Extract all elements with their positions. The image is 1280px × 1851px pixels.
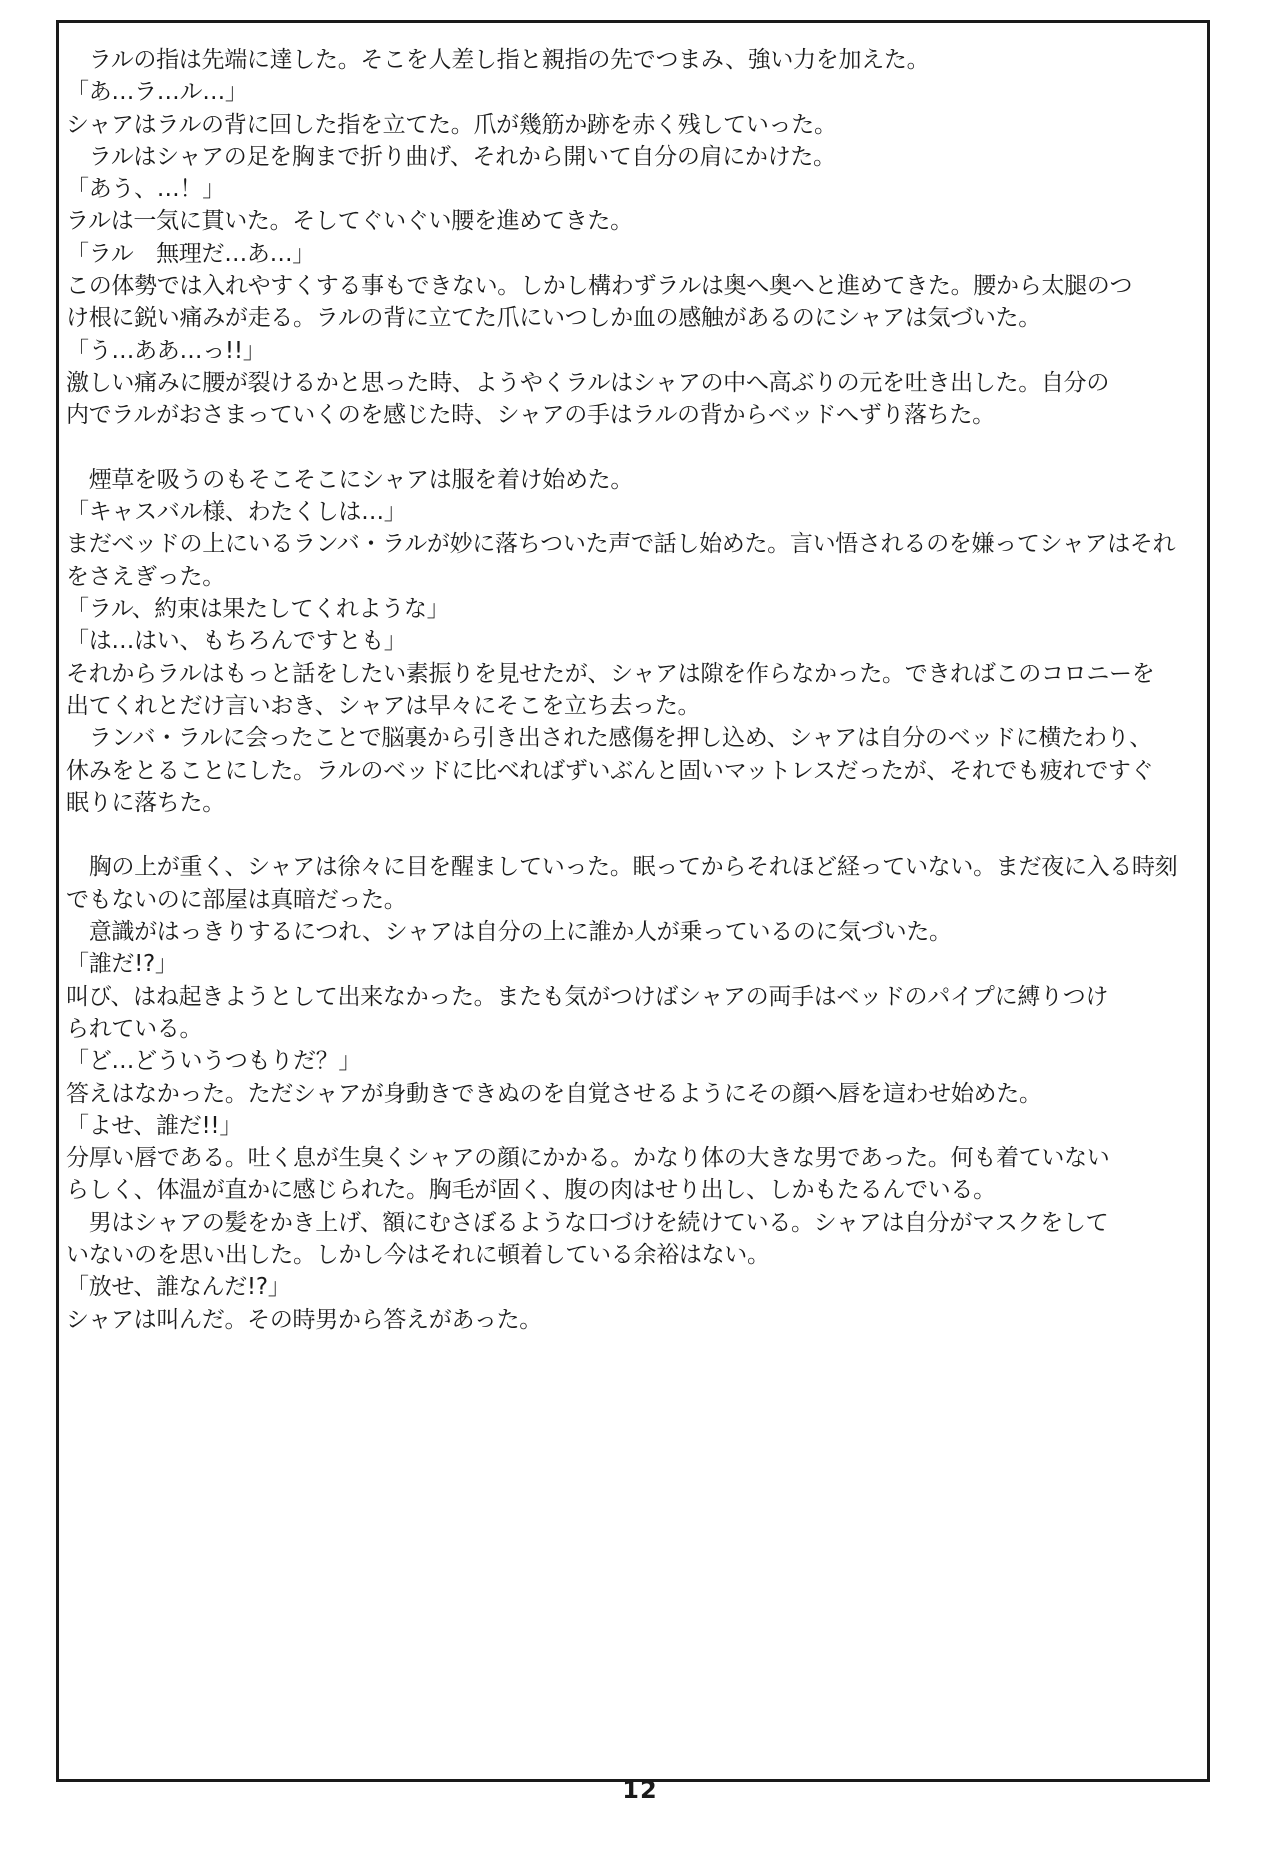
text-line: ランバ・ラルに会ったことで脳裏から引き出された感傷を押し込め、シャアは自分のベッドに横たわり、 [66, 725, 1152, 752]
text-line: 休みをとることにした。ラルのベッドに比べればずいぶんと固いマットレスだったが、それでも疲れですぐ [66, 757, 1154, 784]
text-line: られている。 [66, 1015, 203, 1042]
text-line: 「う…ああ…っ!!」 [66, 337, 266, 364]
text-line [66, 432, 1200, 464]
text-line: 眠りに落ちた。 [66, 789, 225, 816]
page-number: 12 [622, 1776, 658, 1804]
text-line: ラルの指は先端に達した。そこを人差し指と親指の先でつまみ、強い力を加えた。 [66, 47, 930, 73]
text-line: 「キャスバル様、わたくしは…」 [66, 499, 407, 526]
text-line: 「あう、…！」 [66, 176, 225, 203]
text-line: 分厚い唇である。吐く息が生臭くシャアの顔にかかる。かなり体の大きな男であった。何も着ていない [66, 1145, 1110, 1172]
text-line: らしく、体温が直かに感じられた。胸毛が固く、腹の肉はせり出し、しかもたるんでいる。 [66, 1177, 996, 1204]
text-line: まだベッドの上にいるランバ・ラルが妙に落ちついた声で話し始めた。言い悟されるのを嫌ってシャアはそれ [66, 531, 1176, 558]
text-line: 「誰だ!?」 [66, 951, 178, 978]
text-line: 男はシャアの髪をかき上げ、額にむさぼるような口づけを続けている。シャアは自分がマスクをして [66, 1209, 1109, 1236]
text-line: 叫び、はね起きようとして出来なかった。またも気がつけばシャアの両手はベッドのパイプに縛りつけ [66, 983, 1109, 1010]
text-line: 「ど…どういうつもりだ？」 [66, 1048, 362, 1075]
text-line: シャアは叫んだ。その時男から答えがあった。 [66, 1306, 543, 1333]
text-line: でもないのに部屋は真暗だった。 [66, 886, 407, 913]
text-line: この体勢では入れやすくする事もできない。しかし構わずラルは奥へ奥へと進めてきた。腰から太腿のつ [66, 273, 1133, 300]
text-line: ラルはシャアの足を胸まで折り曲げ、それから開いて自分の肩にかけた。 [66, 143, 836, 170]
text-line: 胸の上が重く、シャアは徐々に目を醒ましていった。眠ってからそれほど経っていない。まだ夜に入る時刻 [66, 854, 1178, 881]
text-line: 「よせ、誰だ!!」 [66, 1112, 243, 1139]
text-line: ラルは一気に貫いた。そしてぐいぐい腰を進めてきた。 [66, 208, 633, 235]
text-line: 「あ…ラ…ル…」 [66, 79, 248, 106]
text-line: 「ラル 無理だ…あ…」 [66, 240, 316, 267]
text-line: 内でラルがおさまっていくのを感じた時、シャアの手はラルの背からベッドへずり落ちた。 [66, 402, 995, 429]
text-line: 答えはなかった。ただシャアが身動きできぬのを自覚させるようにその顔へ唇を這わせ始めた。 [66, 1080, 1042, 1107]
text-line [66, 819, 1200, 851]
text-line: 「は…はい、もちろんですとも」 [66, 628, 407, 655]
text-line: いないのを思い出した。しかし今はそれに頓着している余裕はない。 [66, 1241, 770, 1268]
text-line: をさえぎった。 [66, 563, 225, 590]
text-line: 出てくれとだけ言いおき、シャアは早々にそこを立ち去った。 [66, 692, 701, 719]
text-line: 煙草を吸うのもそこそこにシャアは服を着け始めた。 [66, 466, 634, 493]
text-line: 激しい痛みに腰が裂けるかと思った時、ようやくラルはシャアの中へ高ぶりの元を吐き出した。自分の [66, 369, 1110, 396]
text-line: け根に鋭い痛みが走る。ラルの背に立てた爪にいつしか血の感触があるのにシャアは気づいた。 [66, 305, 1041, 332]
text-line: 「ラル、約束は果たしてくれような」 [66, 596, 450, 623]
text-line: 意識がはっきりするにつれ、シャアは自分の上に誰か人が乗っているのに気づいた。 [66, 919, 952, 946]
body-text [66, 44, 1200, 1336]
text-line: 「放せ、誰なんだ!?」 [66, 1274, 291, 1301]
text-line: それからラルはもっと話をしたい素振りを見せたが、シャアは隙を作らなかった。できればこのコロニーを [66, 660, 1155, 687]
text-line: シャアはラルの背に回した指を立てた。爪が幾筋か跡を赤く残していった。 [66, 111, 837, 138]
